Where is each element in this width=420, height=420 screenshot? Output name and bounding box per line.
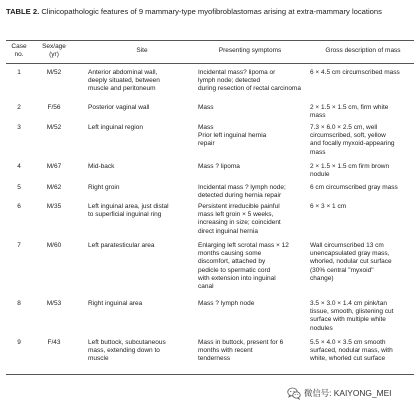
cell-case-no: 2 xyxy=(17,104,21,111)
cell-case-no: 9 xyxy=(17,339,21,346)
cell-gross-description: 3.5 × 3.0 × 1.4 cm pink/tan tissue, smooth, glistening cut surface with multiple white nodules xyxy=(310,300,394,332)
wechat-icon xyxy=(287,387,301,400)
cell-site: Left inguinal region xyxy=(88,124,143,131)
cell-sex-age: M/52 xyxy=(46,69,62,76)
cell-presenting-symptoms: Persistent irreducible painful mass left groin × 5 weeks, increasing in size; coincident direct inguinal hernia xyxy=(198,203,281,235)
cell-sex-age: M/62 xyxy=(46,184,62,191)
cell-site: Mid-back xyxy=(88,163,115,170)
cell-sex-age: M/53 xyxy=(46,300,62,307)
watermark-text: 微信号: KAIYONG_MEI xyxy=(304,388,392,398)
cell-sex-age: F/43 xyxy=(47,339,61,346)
header-case-no: Case no. xyxy=(11,43,27,59)
cell-case-no: 7 xyxy=(17,242,21,249)
cell-presenting-symptoms: Incidental mass? lipoma or lymph node; detected during resection of rectal carcinoma xyxy=(198,69,301,93)
cell-presenting-symptoms: Incidental mass ? lymph node; detected during hernia repair xyxy=(198,184,286,200)
cell-case-no: 3 xyxy=(17,124,21,131)
cell-presenting-symptoms: Mass ? lymph node xyxy=(198,300,255,307)
table-header-rule xyxy=(6,63,414,64)
cell-case-no: 4 xyxy=(17,163,21,170)
cell-case-no: 8 xyxy=(17,300,21,307)
cell-sex-age: M/35 xyxy=(46,203,62,210)
header-gross-description: Gross description of mass xyxy=(325,47,401,54)
cell-gross-description: 2 × 1.5 × 1.5 cm firm brown nodule xyxy=(310,163,390,179)
cell-gross-description: 5.5 × 4.0 × 3.5 cm smooth surfaced, nodular mass, with white, whorled cut surface xyxy=(310,339,393,363)
cell-gross-description: Wall circumscribed 13 cm unencapsulated gray mass, whorled, nodular cut surface (30% central "myxoid" change) xyxy=(310,242,392,282)
header-site: Site xyxy=(136,47,148,54)
cell-case-no: 6 xyxy=(17,203,21,210)
cell-site: Left buttock, subcutaneous mass, extending down to muscle xyxy=(88,339,166,363)
cell-site: Left paratesticular area xyxy=(88,242,155,249)
table-title: Clinicopathologic features of 9 mammary-type myofibroblastomas arising at extra-mammary locations xyxy=(41,7,382,16)
cell-case-no: 1 xyxy=(17,69,21,76)
header-sex-age: Sex/age (yr) xyxy=(42,43,66,59)
cell-presenting-symptoms: Mass Prior left inguinal hernia repair xyxy=(198,124,267,148)
cell-gross-description: 6 × 4.5 cm circumscribed mass xyxy=(310,69,400,76)
cell-gross-description: 7.3 × 6.0 × 2.5 cm, well circumscribed, soft, yellow and focally myxoid-appearing mass xyxy=(310,124,395,156)
cell-case-no: 5 xyxy=(17,184,21,191)
table-page xyxy=(6,0,416,420)
table-caption xyxy=(6,7,416,17)
cell-presenting-symptoms: Mass in buttock, present for 6 months with recent tenderness xyxy=(198,339,284,363)
cell-site: Left inguinal area, just distal to superficial inguinal ring xyxy=(88,203,169,219)
cell-gross-description: 6 cm circumscribed gray mass xyxy=(310,184,398,191)
cell-presenting-symptoms: Mass xyxy=(198,104,214,111)
cell-site: Right groin xyxy=(88,184,120,191)
cell-sex-age: M/52 xyxy=(46,124,62,131)
wechat-watermark xyxy=(287,386,392,400)
cell-sex-age: F/56 xyxy=(47,104,61,111)
cell-presenting-symptoms: Mass ? lipoma xyxy=(198,163,240,170)
cell-site: Posterior vaginal wall xyxy=(88,104,150,111)
cell-site: Right inguinal area xyxy=(88,300,143,307)
table-bottom-rule xyxy=(6,374,414,375)
cell-site: Anterior abdominal wall, deeply situated, between muscle and peritoneum xyxy=(88,69,160,93)
table-label: TABLE 2. xyxy=(6,7,40,16)
table-top-rule xyxy=(6,40,414,41)
cell-sex-age: M/60 xyxy=(46,242,62,249)
cell-gross-description: 6 × 3 × 1 cm xyxy=(310,203,347,210)
cell-gross-description: 2 × 1.5 × 1.5 cm, firm white mass xyxy=(310,104,389,120)
cell-sex-age: M/67 xyxy=(46,163,62,170)
header-presenting-symptoms: Presenting symptoms xyxy=(218,47,282,54)
cell-presenting-symptoms: Enlarging left scrotal mass × 12 months causing some discomfort, attached by pedicle to spermatic cord with extension into inguinal canal xyxy=(198,242,289,291)
